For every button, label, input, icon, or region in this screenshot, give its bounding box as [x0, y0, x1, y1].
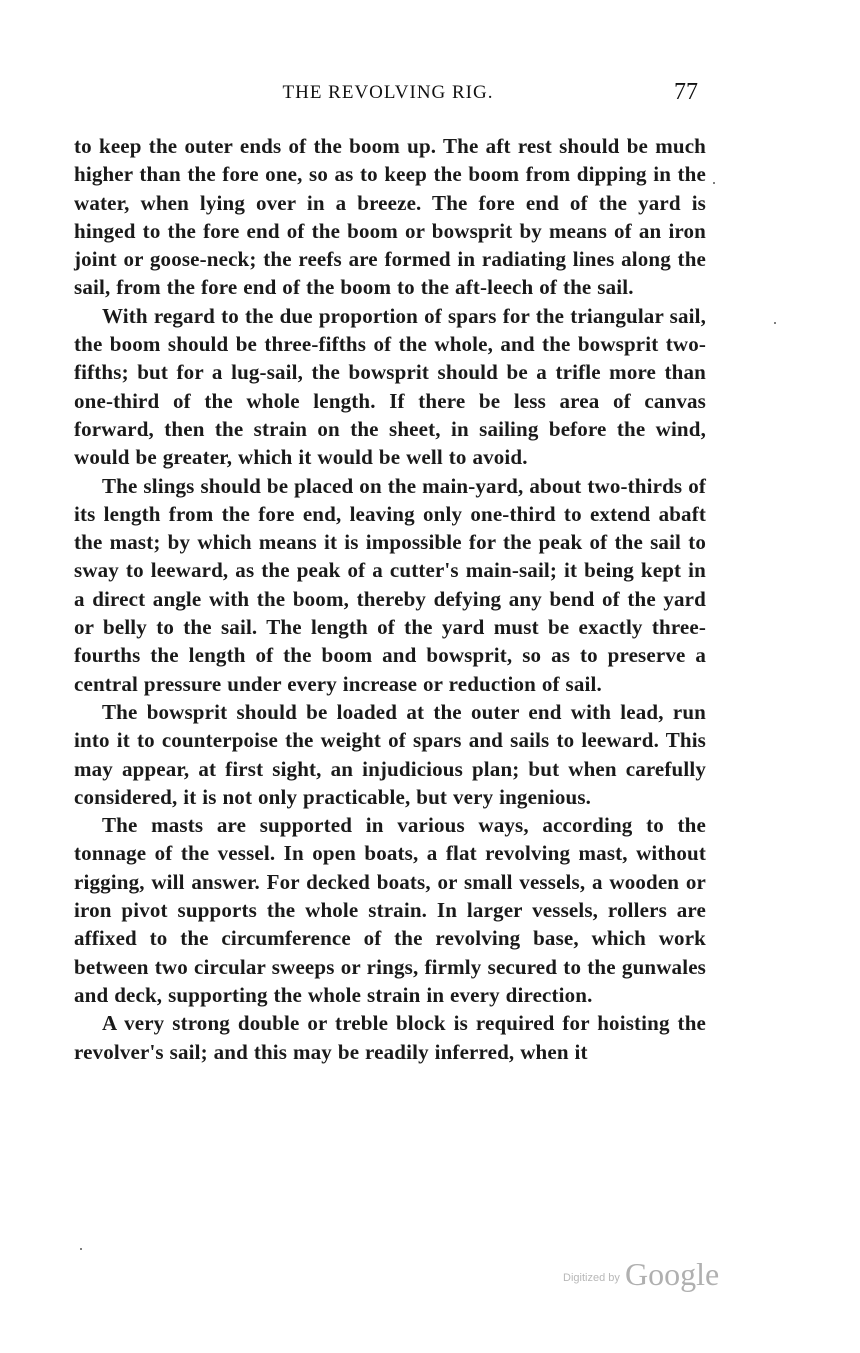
paragraph: The bowsprit should be loaded at the outer end with lead, run into it to counterpoise the weight of spars and sails to leeward. This may appear, at first sight, an injudicious plan; but when carefully considered, it is not only practicable, but very ingenious. — [74, 699, 706, 809]
digitized-by-google-watermark — [563, 1256, 719, 1293]
paragraph: With regard to the due proportion of spars for the triangular sail, the boom should be three-fifths of the whole, and the bowsprit two-fifths; but for a lug-sail, the bowsprit should be a trifle more than one-third of the whole length. If there be less area of canvas forward, then the strain on the sheet, in sailing before the wind, would be greater, which it would be well to avoid. — [74, 303, 706, 470]
paragraph: A very strong double or treble block is required for hoisting the revolver's sail; and this may be readily inferred, when it — [74, 1011, 706, 1064]
paragraph: to keep the outer ends of the boom up. The aft rest should be much higher than the fore one, so as to keep the boom from dipping in the water, when lying over in a breeze. The fore end of the yard is hinged to the fore end of the boom or bowsprit by means of an iron joint or goose-neck; the reefs are formed in radiating lines along the sail, from the fore end of the boom to the aft-leech of the sail. — [74, 134, 706, 300]
watermark-prefix: Digitized by — [563, 1272, 620, 1284]
scan-speck — [713, 182, 715, 184]
scan-speck — [774, 322, 776, 324]
running-head: THE REVOLVING RIG. — [282, 82, 494, 103]
paragraph: The masts are supported in various ways, according to the tonnage of the vessel. In open boats, a flat revolving mast, without rigging, will answer. For decked boats, or small vessels, a wooden or iron pivot supports the whole strain. In larger vessels, rollers are affixed to the circumference of the revolving base, which work between two circular sweeps or rings, firmly secured to the gunwales and deck, supporting the whole strain in every direction. — [74, 813, 706, 1007]
scan-speck — [80, 1248, 82, 1250]
body-text — [74, 132, 706, 1066]
paragraph: The slings should be placed on the main-yard, about two-thirds of its length from the fore end, leaving only one-third to extend abaft the mast; by which means it is impossible for the peak of the sail to sway to leeward, as the peak of a cutter's main-sail; it being kept in a direct angle with the boom, thereby defying any bend of the yard or belly to the sail. The length of the yard must be exactly three-fourths the length of the boom and bowsprit, so as to preserve a central pressure under every increase or reduction of sail. — [74, 473, 706, 696]
page-header — [72, 79, 704, 112]
google-logo-text: Google — [624, 1256, 720, 1292]
page-number: 77 — [674, 79, 698, 105]
